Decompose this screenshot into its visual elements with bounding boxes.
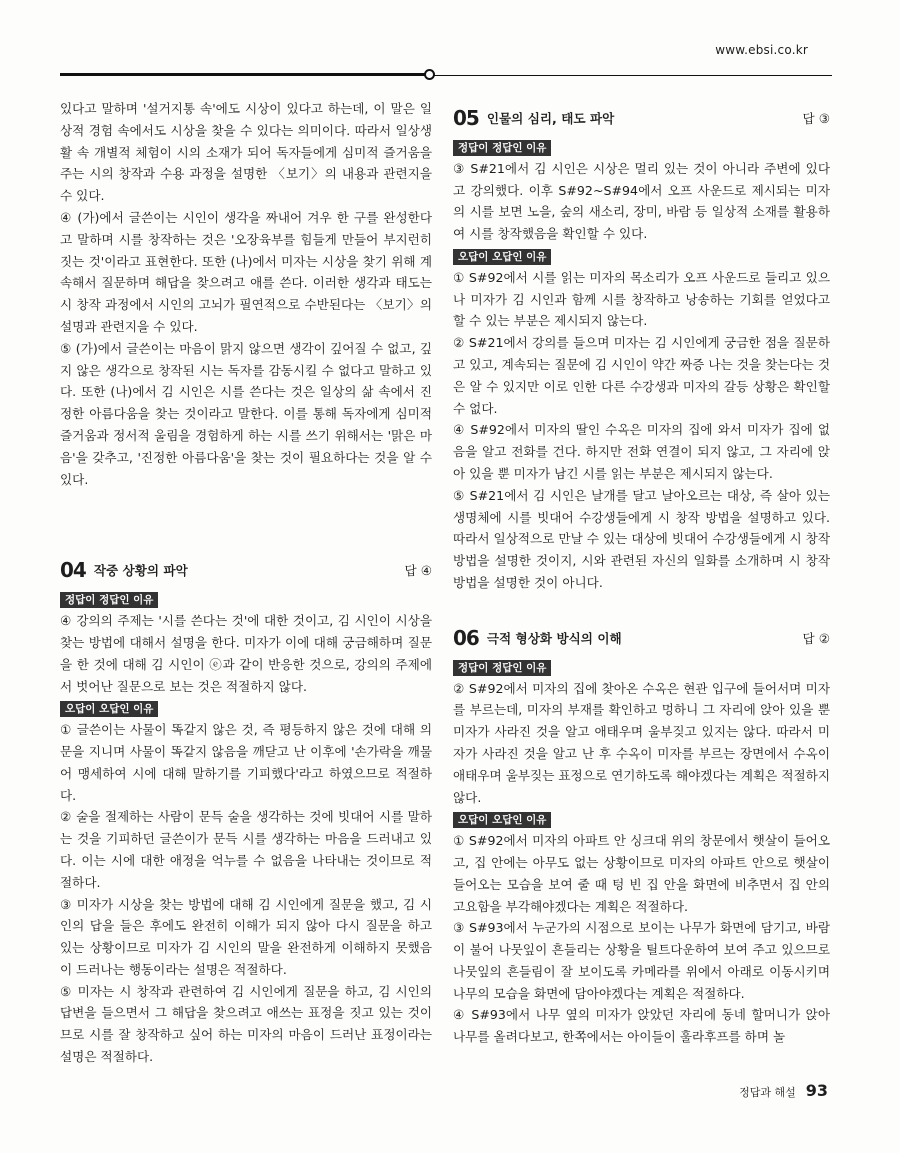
- page-number: 93: [805, 1081, 828, 1100]
- wrong-explanation: ① 글쓴이는 사물이 똑같지 않은 것, 즉 평등하지 않은 것에 대해 의문을 지니며 사물이 똑같지 않음을 깨닫고 난 이후에 '손가락을 깨물어 맹세하여 시에 대해 말하기를 기피했다'라고 하였으므로 적절하다.: [60, 722, 432, 803]
- body-paragraph: ④ (가)에서 글쓴이는 시인이 생각을 짜내어 겨우 한 구를 완성한다고 말하며 시를 창작하는 것은 '오장육부를 힘들게 만들어 부지런히 짓는 것'이라고 표현한다. 또한 (나)에서 미자는 시상을 찾기 위해 계속해서 질문하며 해답을 찾으려고 애를 쓴다. 이러한 생각과 태도는 시 창작 과정에서 시인의 고뇌가 필연적으로 수반된다는 〈보기〉의 설명과 관련지을 수 있다.: [60, 209, 433, 334]
- wrong-explanation: ② 술을 절제하는 사람이 문득 술을 생각하는 것에 빗대어 시를 말하는 것을 기피하던 글쓴이가 문득 시를 생각하는 마음을 드러내고 있다. 이는 시에 대한 애정을 억누를 수 없음을 나타내는 것이므로 적절하다.: [60, 809, 432, 890]
- wrong-explanation: ⑤ 미자는 시 창작과 관련하여 김 시인에게 질문을 하고, 김 시인의 답변을 들으면서 그 해답을 찾으려고 애쓰는 표정을 짓고 있는 것이므로 시를 잘 창작하고 싶어 하는 미자의 마음이 드러난 표정이라는 설명은 적절하다.: [60, 983, 432, 1065]
- section-number: 06: [453, 625, 479, 650]
- page-footer: [739, 1081, 828, 1100]
- correct-reason-badge: 정답이 정답인 이유: [453, 140, 551, 156]
- left-column: [60, 98, 432, 1068]
- section-number: 04: [60, 558, 86, 583]
- wrong-explanation: ② S#21에서 강의를 들으며 미자는 김 시인에게 궁금한 점을 질문하고 있고, 계속되는 질문에 김 시인이 약간 짜증 나는 것을 찾는다는 것은 알 수 있지만 이로 인한 다른 수강생과 미자의 갈등 상황은 확인할 수 없다.: [453, 335, 830, 416]
- section-title: 인물의 심리, 태도 파악: [486, 111, 615, 127]
- wrong-explanation: ③ 미자가 시상을 찾는 방법에 대해 김 시인에게 질문을 했고, 김 시인의 답을 들은 후에도 완전히 이해가 되지 않아 다시 질문을 하고 있는 상황이므로 미자가 김 시인의 말을 완전하게 이해하지 못했음이 드러나는 행동이라는 설명은 적절하다.: [60, 896, 432, 977]
- footer-label: 정답과 해설: [739, 1086, 796, 1099]
- section-title: 극적 형상화 방식의 이해: [486, 630, 622, 646]
- wrong-reason-badge: 오답이 오답인 이유: [453, 812, 551, 828]
- wrong-reason-badge: 오답이 오답인 이유: [60, 701, 158, 717]
- wrong-explanation: ⑤ S#21에서 김 시인은 날개를 달고 날아오르는 대상, 즉 살아 있는 생명체에 시를 빗대어 수강생들에게 시 창작 방법을 설명하고 있다. 따라서 일상적으로 만날 수 있는 대상에 빗대어 수강생들에게 시 창작 방법을 설명한 것이지, 시와 관련된 자신의 일화를 소개하며 시 창작 방법을 설명한 것이 아니다.: [453, 487, 830, 590]
- section-answer: 답 ④: [404, 563, 432, 579]
- section-number: 05: [453, 106, 479, 131]
- wrong-explanation: ④ S#93에서 나무 옆의 미자가 앉았던 자리에 동네 할머니가 앉아 나무를 올려다보고, 한쪽에서는 아이들이 훌라후프를 하며 놀: [453, 1007, 830, 1045]
- site-url: www.ebsi.co.kr: [715, 43, 808, 57]
- correct-reason-badge: 정답이 정답인 이유: [453, 660, 551, 676]
- header-rule-circle-icon: [424, 69, 435, 80]
- body-paragraph: ⑤ (가)에서 글쓴이는 마음이 맑지 않으면 생각이 깊어질 수 없고, 깊지 않은 생각으로 창작된 시는 독자를 감동시킬 수 없다고 말하고 있다. 또한 (나)에서 김 시인은 시를 쓴다는 것은 일상의 삶 속에서 진정한 아름다움을 찾는 것이라고 말한다. 이를 통해 독자에게 심미적 즐거움과 정서적 울림을 경험하게 하는 시를 쓰기 위해서는 '맑은 마음'을 갖추고, '진정한 아름다움'을 찾는 것이 필요하다는 것을 알 수 있다.: [60, 340, 432, 487]
- right-column: [453, 102, 830, 1048]
- section-title: 작중 상황의 파악: [93, 563, 188, 579]
- wrong-reason-badge: 오답이 오답인 이유: [453, 249, 551, 265]
- wrong-explanation: ④ S#92에서 미자의 딸인 수옥은 미자의 집에 와서 미자가 집에 없음을 알고 전화를 건다. 하지만 전화 연결이 되지 않고, 그 자리에 앉아 있을 뿐 미자가 남긴 시를 읽는 부분은 제시되지 않는다.: [453, 422, 830, 481]
- correct-explanation: ④ 강의의 주제는 '시를 쓴다는 것'에 대한 것이고, 김 시인이 시상을 찾는 방법에 대해서 설명을 한다. 미자가 이에 대해 궁금해하며 질문을 한 것에 대해 김 시인이 ⓔ과 같이 반응한 것으로, 강의의 주제에서 벗어난 질문으로 보는 것은 적절하지 않다.: [60, 613, 432, 694]
- section-05-header: [453, 102, 830, 136]
- wrong-explanation: ① S#92에서 미자의 아파트 안 싱크대 위의 창문에서 햇살이 들어오고, 집 안에는 아무도 없는 상황이므로 미자의 아파트 안으로 햇살이 들어오는 모습을 보여 줄 때 텅 빈 집 안을 화면에 비추면서 집 안의 고요함을 부각해야겠다는 계획은 적절하다.: [453, 833, 830, 914]
- wrong-explanation: ③ S#93에서 누군가의 시점으로 보이는 나무가 화면에 담기고, 바람이 불어 나뭇잎이 흔들리는 상황을 틸트다운하여 보여 주고 있으므로 나뭇잎의 흔들림이 잘 보이도록 카메라를 위에서 아래로 이동시키며 나무의 모습을 화면에 담아야겠다는 계획은 적절하다.: [453, 920, 830, 1001]
- section-06-header: [453, 622, 830, 656]
- section-04-header: [60, 554, 432, 588]
- correct-explanation: ② S#92에서 미자의 집에 찾아온 수옥은 현관 입구에 들어서며 미자를 부르는데, 미자의 부재를 확인하고 멍하니 그 자리에 앉아 있을 뿐 미자가 사라진 것을 알고 애태우며 울부짖고 있지는 않다. 따라서 미자가 사라진 것을 알고 난 후 수옥이 미자를 부르는 장면에서 수옥이 애태우며 울부짖는 표정으로 연기하도록 해야겠다는 계획은 적절하지 않다.: [453, 680, 830, 805]
- wrong-explanation: ① S#92에서 시를 읽는 미자의 목소리가 오프 사운드로 들리고 있으나 미자가 김 시인과 함께 시를 창작하고 낭송하는 기회를 얻었다고 할 수 있는 부분은 제시되지 않는다.: [453, 269, 830, 329]
- header-rule-thick: [60, 73, 428, 76]
- body-paragraph: 있다고 말하며 '설거지통 속'에도 시상이 있다고 하는데, 이 말은 일상적 경험 속에서도 시상을 찾을 수 있다는 의미이다. 따라서 일상생활 속 개별적 체험이 시의 소재가 되어 독자들에게 심미적 즐거움을 주는 시의 창작과 수용 과정을 설명한 〈보기〉의 내용과 관련지을 수 있다.: [60, 101, 432, 204]
- correct-explanation: ③ S#21에서 김 시인은 시상은 멀리 있는 것이 아니라 주변에 있다고 강의했다. 이후 S#92~S#94에서 오프 사운드로 제시되는 미자의 시를 보면 노을, 숲의 새소리, 장미, 바람 등 일상적 소재를 활용하여 시를 창작했음을 확인할 수 있다.: [453, 160, 830, 242]
- section-answer: 답 ③: [802, 111, 830, 127]
- correct-reason-badge: 정답이 정답인 이유: [60, 592, 158, 608]
- section-answer: 답 ②: [802, 630, 830, 646]
- header-rule-thin: [434, 75, 832, 76]
